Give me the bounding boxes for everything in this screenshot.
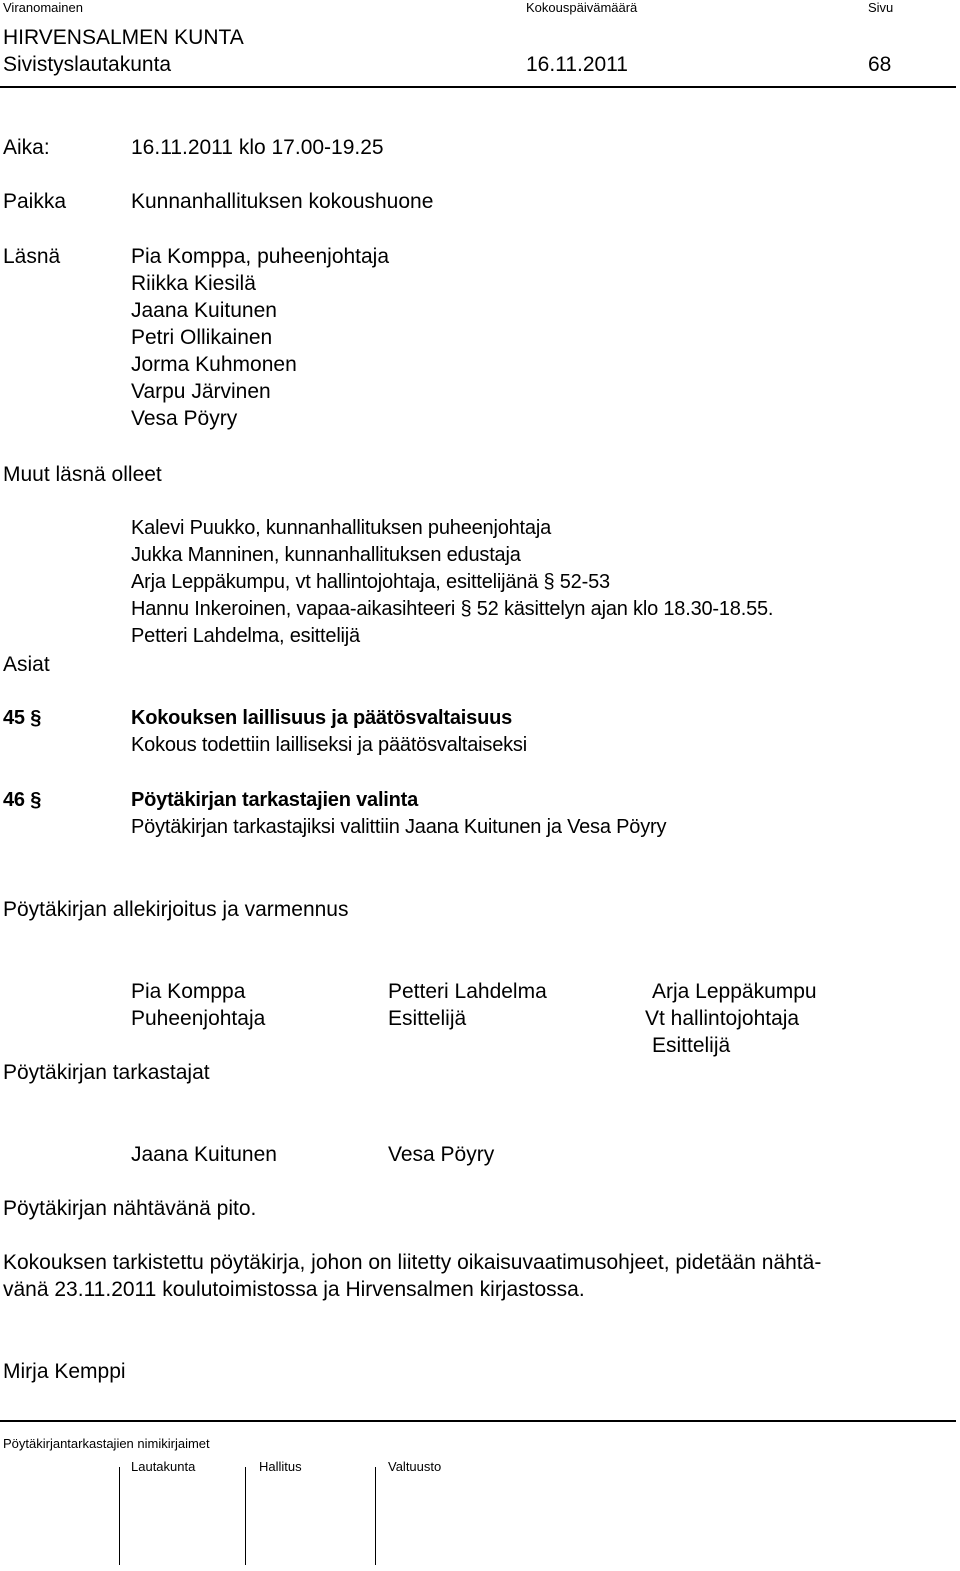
item-title: Kokouksen laillisuus ja päätösvaltaisuus bbox=[131, 707, 513, 729]
footer-column-label: Lautakunta bbox=[131, 1459, 196, 1474]
display-label: Pöytäkirjan nähtävänä pito. bbox=[3, 1197, 257, 1220]
footer-separator bbox=[119, 1467, 120, 1565]
present-label: Läsnä bbox=[3, 245, 61, 268]
footer-separator bbox=[375, 1467, 376, 1565]
header-divider bbox=[0, 86, 956, 88]
present-member: Riikka Kiesilä bbox=[131, 272, 256, 295]
present-member: Pia Komppa, puheenjohtaja bbox=[131, 245, 390, 268]
checkers-label: Pöytäkirjan tarkastajat bbox=[3, 1061, 210, 1084]
place-label: Paikka bbox=[3, 190, 67, 213]
checker-name: Jaana Kuitunen bbox=[131, 1143, 277, 1166]
signer-role: Puheenjohtaja bbox=[131, 1007, 266, 1030]
display-signer: Mirja Kemppi bbox=[3, 1360, 126, 1383]
footer-separator bbox=[245, 1467, 246, 1565]
signer-role: Vt hallintojohtaja bbox=[645, 1007, 800, 1030]
items-label: Asiat bbox=[3, 653, 50, 676]
page-number: 68 bbox=[868, 53, 892, 76]
footer-column-label: Hallitus bbox=[259, 1459, 302, 1474]
item-number: 46 § bbox=[3, 789, 42, 811]
other-present: Arja Leppäkumpu, vt hallintojohtaja, esittelijänä § 52-53 bbox=[131, 571, 610, 593]
item-title: Pöytäkirjan tarkastajien valinta bbox=[131, 789, 419, 811]
meeting-date: 16.11.2011 bbox=[526, 53, 628, 76]
present-member: Vesa Pöyry bbox=[131, 407, 238, 430]
present-member: Petri Ollikainen bbox=[131, 326, 273, 349]
initials-label: Pöytäkirjantarkastajien nimikirjaimet bbox=[3, 1436, 210, 1451]
other-present: Kalevi Puukko, kunnanhallituksen puheenjohtaja bbox=[131, 517, 551, 539]
time-value: 16.11.2011 klo 17.00-19.25 bbox=[131, 136, 384, 159]
time-label: Aika: bbox=[3, 136, 50, 159]
checker-name: Vesa Pöyry bbox=[388, 1143, 495, 1166]
other-present: Jukka Manninen, kunnanhallituksen edustaja bbox=[131, 544, 521, 566]
footer-divider bbox=[0, 1420, 956, 1422]
display-text: Kokouksen tarkistettu pöytäkirja, johon on liitetty oikaisuvaatimusohjeet, pidetään nähtä- bbox=[3, 1251, 822, 1274]
signer-role: Esittelijä bbox=[388, 1007, 467, 1030]
other-present: Petteri Lahdelma, esittelijä bbox=[131, 625, 360, 647]
place-value: Kunnanhallituksen kokoushuone bbox=[131, 190, 434, 213]
signature-heading: Pöytäkirjan allekirjoitus ja varmennus bbox=[3, 898, 349, 921]
item-text: Pöytäkirjan tarkastajiksi valittiin Jaana Kuitunen ja Vesa Pöyry bbox=[131, 816, 667, 838]
footer-column-label: Valtuusto bbox=[388, 1459, 442, 1474]
header-date-label: Kokouspäivämäärä bbox=[526, 0, 638, 15]
other-present: Hannu Inkeroinen, vapaa-aikasihteeri § 52 käsittelyn ajan klo 18.30-18.55. bbox=[131, 598, 774, 620]
authority-name: Sivistyslautakunta bbox=[3, 53, 172, 76]
signer-name: Petteri Lahdelma bbox=[388, 980, 547, 1003]
header-authority-label: Viranomainen bbox=[3, 0, 83, 15]
item-number: 45 § bbox=[3, 707, 42, 729]
present-member: Jorma Kuhmonen bbox=[131, 353, 297, 376]
signer-role-secondary: Esittelijä bbox=[652, 1034, 731, 1057]
signer-name: Pia Komppa bbox=[131, 980, 246, 1003]
header-page-label: Sivu bbox=[868, 0, 894, 15]
municipality-name: HIRVENSALMEN KUNTA bbox=[3, 26, 244, 49]
display-text: vänä 23.11.2011 koulutoimistossa ja Hirvensalmen kirjastossa. bbox=[3, 1278, 585, 1301]
present-member: Varpu Järvinen bbox=[131, 380, 271, 403]
item-text: Kokous todettiin lailliseksi ja päätösvaltaiseksi bbox=[131, 734, 527, 756]
others-present-label: Muut läsnä olleet bbox=[3, 463, 162, 486]
present-member: Jaana Kuitunen bbox=[131, 299, 277, 322]
signer-name: Arja Leppäkumpu bbox=[652, 980, 817, 1003]
